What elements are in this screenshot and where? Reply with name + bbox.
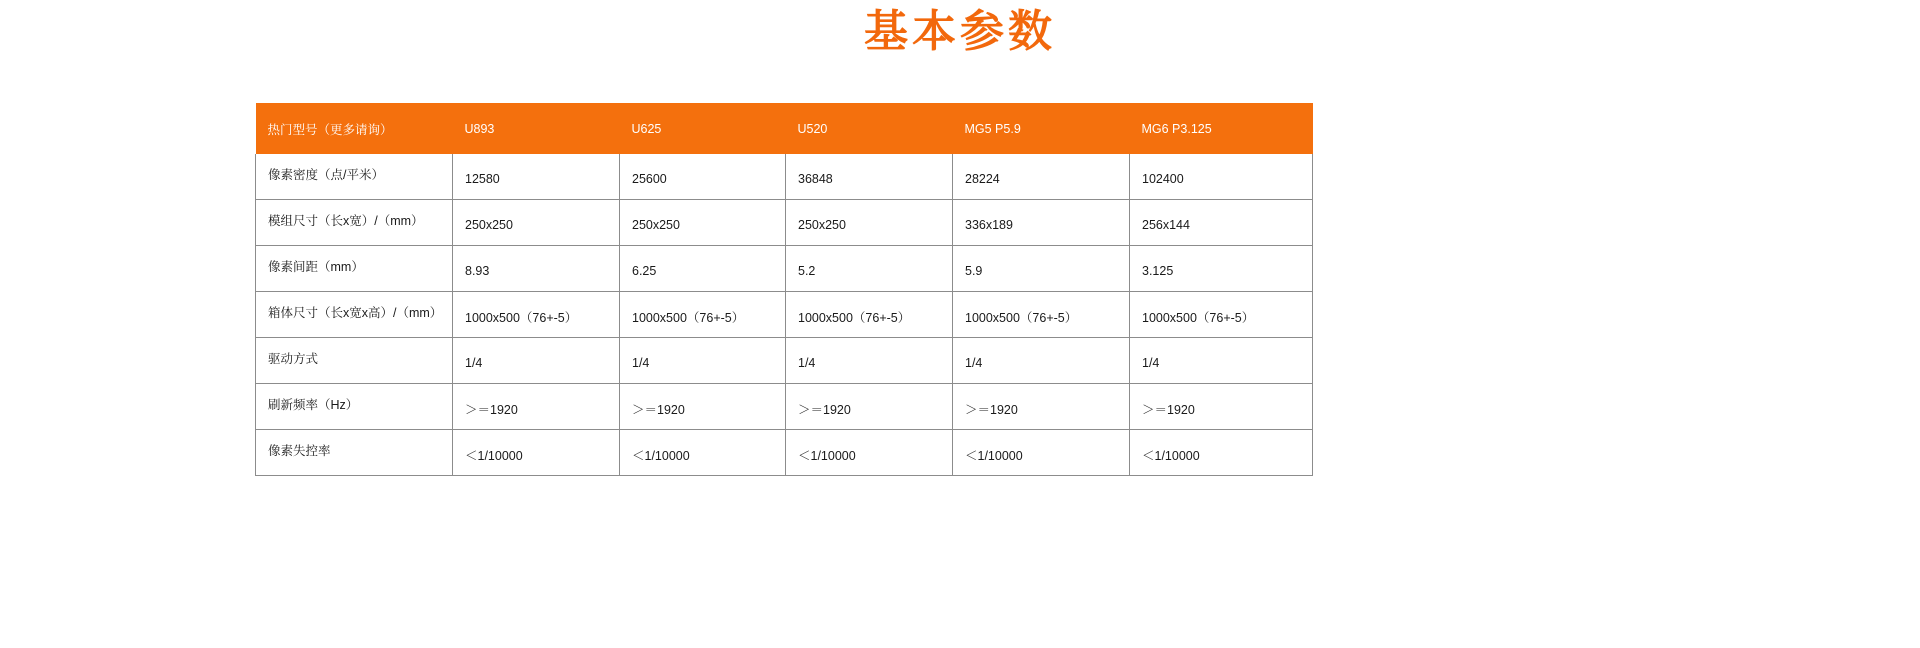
- table-row: [256, 154, 1313, 200]
- row-value: [1130, 338, 1313, 384]
- row-value: [453, 292, 620, 338]
- row-value-text: 1000x500（76+-5）: [965, 310, 1078, 325]
- row-value-text: ＞＝1920: [965, 402, 1018, 417]
- row-value-text: ＜1/10000: [965, 448, 1023, 463]
- row-value: [953, 292, 1130, 338]
- row-value: [620, 154, 786, 200]
- table-header-cell-u893: U893: [453, 103, 620, 154]
- row-value-text: ＞＝1920: [1142, 402, 1195, 417]
- table-header-cell-model: 热门型号（更多请询）: [256, 103, 453, 154]
- row-value-text: 1000x500（76+-5）: [632, 310, 745, 325]
- row-value: [953, 384, 1130, 430]
- row-value-text: 1/4: [798, 355, 816, 370]
- row-value: [620, 384, 786, 430]
- row-value-text: 1/4: [965, 355, 983, 370]
- row-label-text: 模组尺寸（长x宽）/（mm）: [268, 213, 424, 228]
- row-value: [786, 292, 953, 338]
- row-value: [453, 430, 620, 476]
- row-value-text: 102400: [1142, 171, 1184, 186]
- row-value-text: 256x144: [1142, 217, 1190, 232]
- row-value: [953, 154, 1130, 200]
- row-value-text: 1000x500（76+-5）: [798, 310, 911, 325]
- row-label-text: 刷新频率（Hz）: [268, 397, 359, 412]
- row-label: [256, 154, 453, 200]
- row-label-text: 驱动方式: [268, 351, 319, 366]
- row-value: [786, 154, 953, 200]
- row-value-text: 3.125: [1142, 263, 1174, 278]
- specifications-table: [255, 103, 1313, 476]
- row-label: [256, 246, 453, 292]
- row-value: [1130, 430, 1313, 476]
- row-value: [453, 154, 620, 200]
- table-row: [256, 292, 1313, 338]
- row-value: [1130, 292, 1313, 338]
- row-value-text: 28224: [965, 171, 1000, 186]
- table-header-cell-mg5: MG5 P5.9: [953, 103, 1130, 154]
- row-value-text: 1000x500（76+-5）: [1142, 310, 1255, 325]
- row-value: [453, 200, 620, 246]
- row-label: [256, 200, 453, 246]
- row-label-text: 像素失控率: [268, 443, 331, 458]
- row-value-text: 12580: [465, 171, 500, 186]
- row-value: [953, 246, 1130, 292]
- table-header-cell-u625: U625: [620, 103, 786, 154]
- row-value: [453, 384, 620, 430]
- row-value-text: 250x250: [632, 217, 680, 232]
- table-header: [256, 103, 1313, 154]
- row-value: [786, 384, 953, 430]
- row-value: [1130, 154, 1313, 200]
- row-label: [256, 430, 453, 476]
- row-value-text: 1/4: [465, 355, 483, 370]
- row-value: [453, 246, 620, 292]
- row-label: [256, 292, 453, 338]
- row-value: [620, 430, 786, 476]
- row-value: [786, 200, 953, 246]
- row-value: [786, 246, 953, 292]
- row-value-text: 336x189: [965, 217, 1013, 232]
- table-row: [256, 338, 1313, 384]
- row-value-text: 36848: [798, 171, 833, 186]
- row-value-text: 5.2: [798, 263, 816, 278]
- row-value: [620, 246, 786, 292]
- row-value: [620, 200, 786, 246]
- table-header-row: [256, 103, 1313, 154]
- row-value: [620, 292, 786, 338]
- table-row: [256, 384, 1313, 430]
- row-value: [786, 430, 953, 476]
- row-value: [620, 338, 786, 384]
- table-header-cell-u520: U520: [786, 103, 953, 154]
- row-label-text: 箱体尺寸（长x宽x高）/（mm）: [268, 305, 443, 320]
- row-value-text: 6.25: [632, 263, 657, 278]
- row-label: [256, 338, 453, 384]
- row-value-text: 25600: [632, 171, 667, 186]
- row-value-text: ＞＝1920: [632, 402, 685, 417]
- row-value: [1130, 200, 1313, 246]
- row-value-text: 5.9: [965, 263, 983, 278]
- row-value-text: ＞＝1920: [798, 402, 851, 417]
- row-value: [1130, 384, 1313, 430]
- table-row: [256, 200, 1313, 246]
- page-title: 基本参数: [864, 7, 1056, 56]
- row-value: [953, 200, 1130, 246]
- row-value: [953, 338, 1130, 384]
- table-body: [256, 154, 1313, 476]
- row-label: [256, 384, 453, 430]
- row-value-text: ＜1/10000: [798, 448, 856, 463]
- row-value-text: 1000x500（76+-5）: [465, 310, 578, 325]
- row-value: [453, 338, 620, 384]
- specifications-table-container: [255, 103, 1312, 476]
- row-value: [1130, 246, 1313, 292]
- table-header-cell-mg6: MG6 P3.125: [1130, 103, 1313, 154]
- row-value-text: ＜1/10000: [632, 448, 690, 463]
- row-value-text: 250x250: [798, 217, 846, 232]
- row-value-text: ＜1/10000: [1142, 448, 1200, 463]
- row-label-text: 像素间距（mm）: [268, 259, 364, 274]
- row-value-text: 1/4: [1142, 355, 1160, 370]
- row-value: [786, 338, 953, 384]
- row-value-text: ＞＝1920: [465, 402, 518, 417]
- row-value-text: ＜1/10000: [465, 448, 523, 463]
- row-value-text: 250x250: [465, 217, 513, 232]
- row-value-text: 1/4: [632, 355, 650, 370]
- row-value: [953, 430, 1130, 476]
- row-label-text: 像素密度（点/平米）: [268, 167, 384, 182]
- table-row: [256, 430, 1313, 476]
- table-row: [256, 246, 1313, 292]
- row-value-text: 8.93: [465, 263, 490, 278]
